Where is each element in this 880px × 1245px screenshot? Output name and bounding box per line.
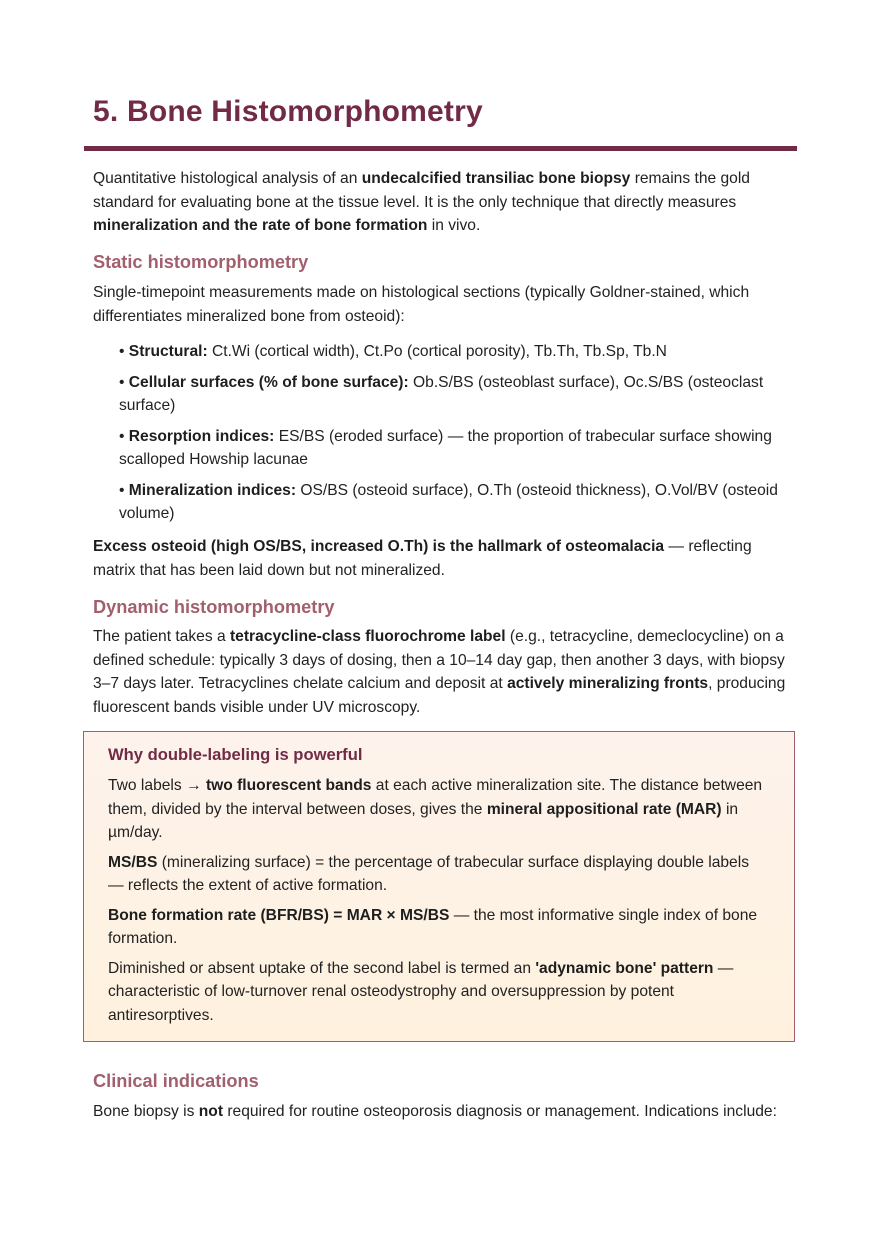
static-paragraph: Single-timepoint measurements made on histological sections (typically Goldner-stained, which differentiates mineralized bone from osteoid): xyxy=(93,284,750,325)
callout-paragraph xyxy=(108,957,768,1028)
callout-text: in µm/day. xyxy=(108,800,739,841)
dynamic-heading: Dynamic histomorphometry xyxy=(93,597,335,617)
static-bullet-list xyxy=(119,340,779,533)
callout-body xyxy=(108,744,768,1033)
intro-paragraph xyxy=(93,167,798,238)
bullet-marker: • xyxy=(119,427,129,445)
intro-text: remains the gold standard for evaluating bone at the tissue level. It is the only technique that directly measures xyxy=(93,170,750,211)
bullet-marker: • xyxy=(119,481,129,499)
clinical-paragraph xyxy=(93,1100,798,1124)
callout-text: — the most informative single index of bone formation. xyxy=(108,906,758,947)
title-block xyxy=(93,92,798,132)
dynamic-text: (e.g., tetracycline, demeclocycline) on a defined schedule: typically 3 days of dosing, then a 10–14 day gap, then another 3 days, with biopsy 3–7 days later. Tetracyclines chelate calcium and deposit at xyxy=(93,628,785,692)
callout-paragraph xyxy=(108,904,768,951)
clinical-heading: Clinical indications xyxy=(93,1071,259,1091)
callout-emphasis: Bone formation rate (BFR/BS) = MAR × MS/BS xyxy=(108,906,450,924)
intro-emphasis: undecalcified transiliac bone biopsy xyxy=(361,170,631,187)
dynamic-text: , producing fluorescent bands visible under UV microscopy. xyxy=(93,675,786,716)
callout-emphasis: mineral appositional rate (MAR) xyxy=(486,800,722,818)
list-item xyxy=(119,340,779,364)
list-item xyxy=(119,425,779,472)
static-heading: Static histomorphometry xyxy=(93,252,309,272)
callout-heading: Why double-labeling is powerful xyxy=(108,745,363,764)
intro-text: in vivo. xyxy=(427,217,481,234)
callout-paragraph xyxy=(108,851,768,898)
bullet-label: Cellular surfaces (% of bone surface): xyxy=(128,373,409,391)
title-divider xyxy=(84,146,797,151)
dynamic-paragraph xyxy=(93,625,798,719)
osteomalacia-emphasis: Excess osteoid (high OS/BS, increased O.Th) is the hallmark of osteomalacia xyxy=(93,538,665,555)
callout-emphasis: MS/BS xyxy=(108,853,158,871)
osteomalacia-text: — reflecting matrix that has been laid down but not mineralized. xyxy=(93,538,752,579)
bullet-label: Structural: xyxy=(128,343,208,360)
callout-emphasis: 'adynamic bone' pattern xyxy=(535,959,714,977)
dynamic-emphasis: actively mineralizing fronts xyxy=(507,675,709,692)
bullet-text: OS/BS (osteoid surface), O.Th (osteoid thickness), O.Vol/BV (osteoid volume) xyxy=(119,481,778,522)
callout-text: — characteristic of low-turnover renal osteodystrophy and oversuppression by potent antiresorptives. xyxy=(108,959,734,1024)
list-item xyxy=(119,479,779,526)
clinical-text: required for routine osteoporosis diagnosis or management. Indications include: xyxy=(223,1103,777,1120)
bullet-text: Ob.S/BS (osteoblast surface), Oc.S/BS (osteoclast surface) xyxy=(119,373,764,414)
bullet-marker: • xyxy=(119,373,129,391)
bullet-label: Mineralization indices: xyxy=(128,481,297,499)
dynamic-emphasis: tetracycline-class fluorochrome label xyxy=(229,628,506,645)
dynamic-text: The patient takes a xyxy=(93,628,230,645)
callout-emphasis: two fluorescent bands xyxy=(205,777,372,794)
clinical-emphasis: not xyxy=(198,1103,224,1120)
osteomalacia-paragraph xyxy=(93,535,798,582)
callout-text: Two labels → xyxy=(108,777,206,794)
list-item xyxy=(119,371,779,418)
callout-paragraph xyxy=(108,774,768,845)
callout-text: at each active mineralization site. The distance between them, divided by the interval between doses, gives the xyxy=(108,777,763,818)
intro-text: Quantitative histological analysis of an xyxy=(93,170,362,187)
bullet-label: Resorption indices: xyxy=(128,427,275,445)
clinical-text: Bone biopsy is xyxy=(93,1103,199,1120)
double-labeling-callout xyxy=(83,731,795,1042)
callout-text: (mineralizing surface) = the percentage of trabecular surface displaying double labels — reflects the extent of active formation. xyxy=(108,853,749,894)
callout-text: Diminished or absent uptake of the second label is termed an xyxy=(108,959,536,977)
page-title: 5. Bone Histomorphometry xyxy=(93,95,483,128)
bullet-marker: • xyxy=(119,343,129,360)
bullet-text: Ct.Wi (cortical width), Ct.Po (cortical porosity), Tb.Th, Tb.Sp, Tb.N xyxy=(207,343,667,360)
bullet-text: ES/BS (eroded surface) — the proportion of trabecular surface showing scalloped Howship lacunae xyxy=(119,427,772,468)
intro-emphasis: mineralization and the rate of bone formation xyxy=(93,217,428,234)
